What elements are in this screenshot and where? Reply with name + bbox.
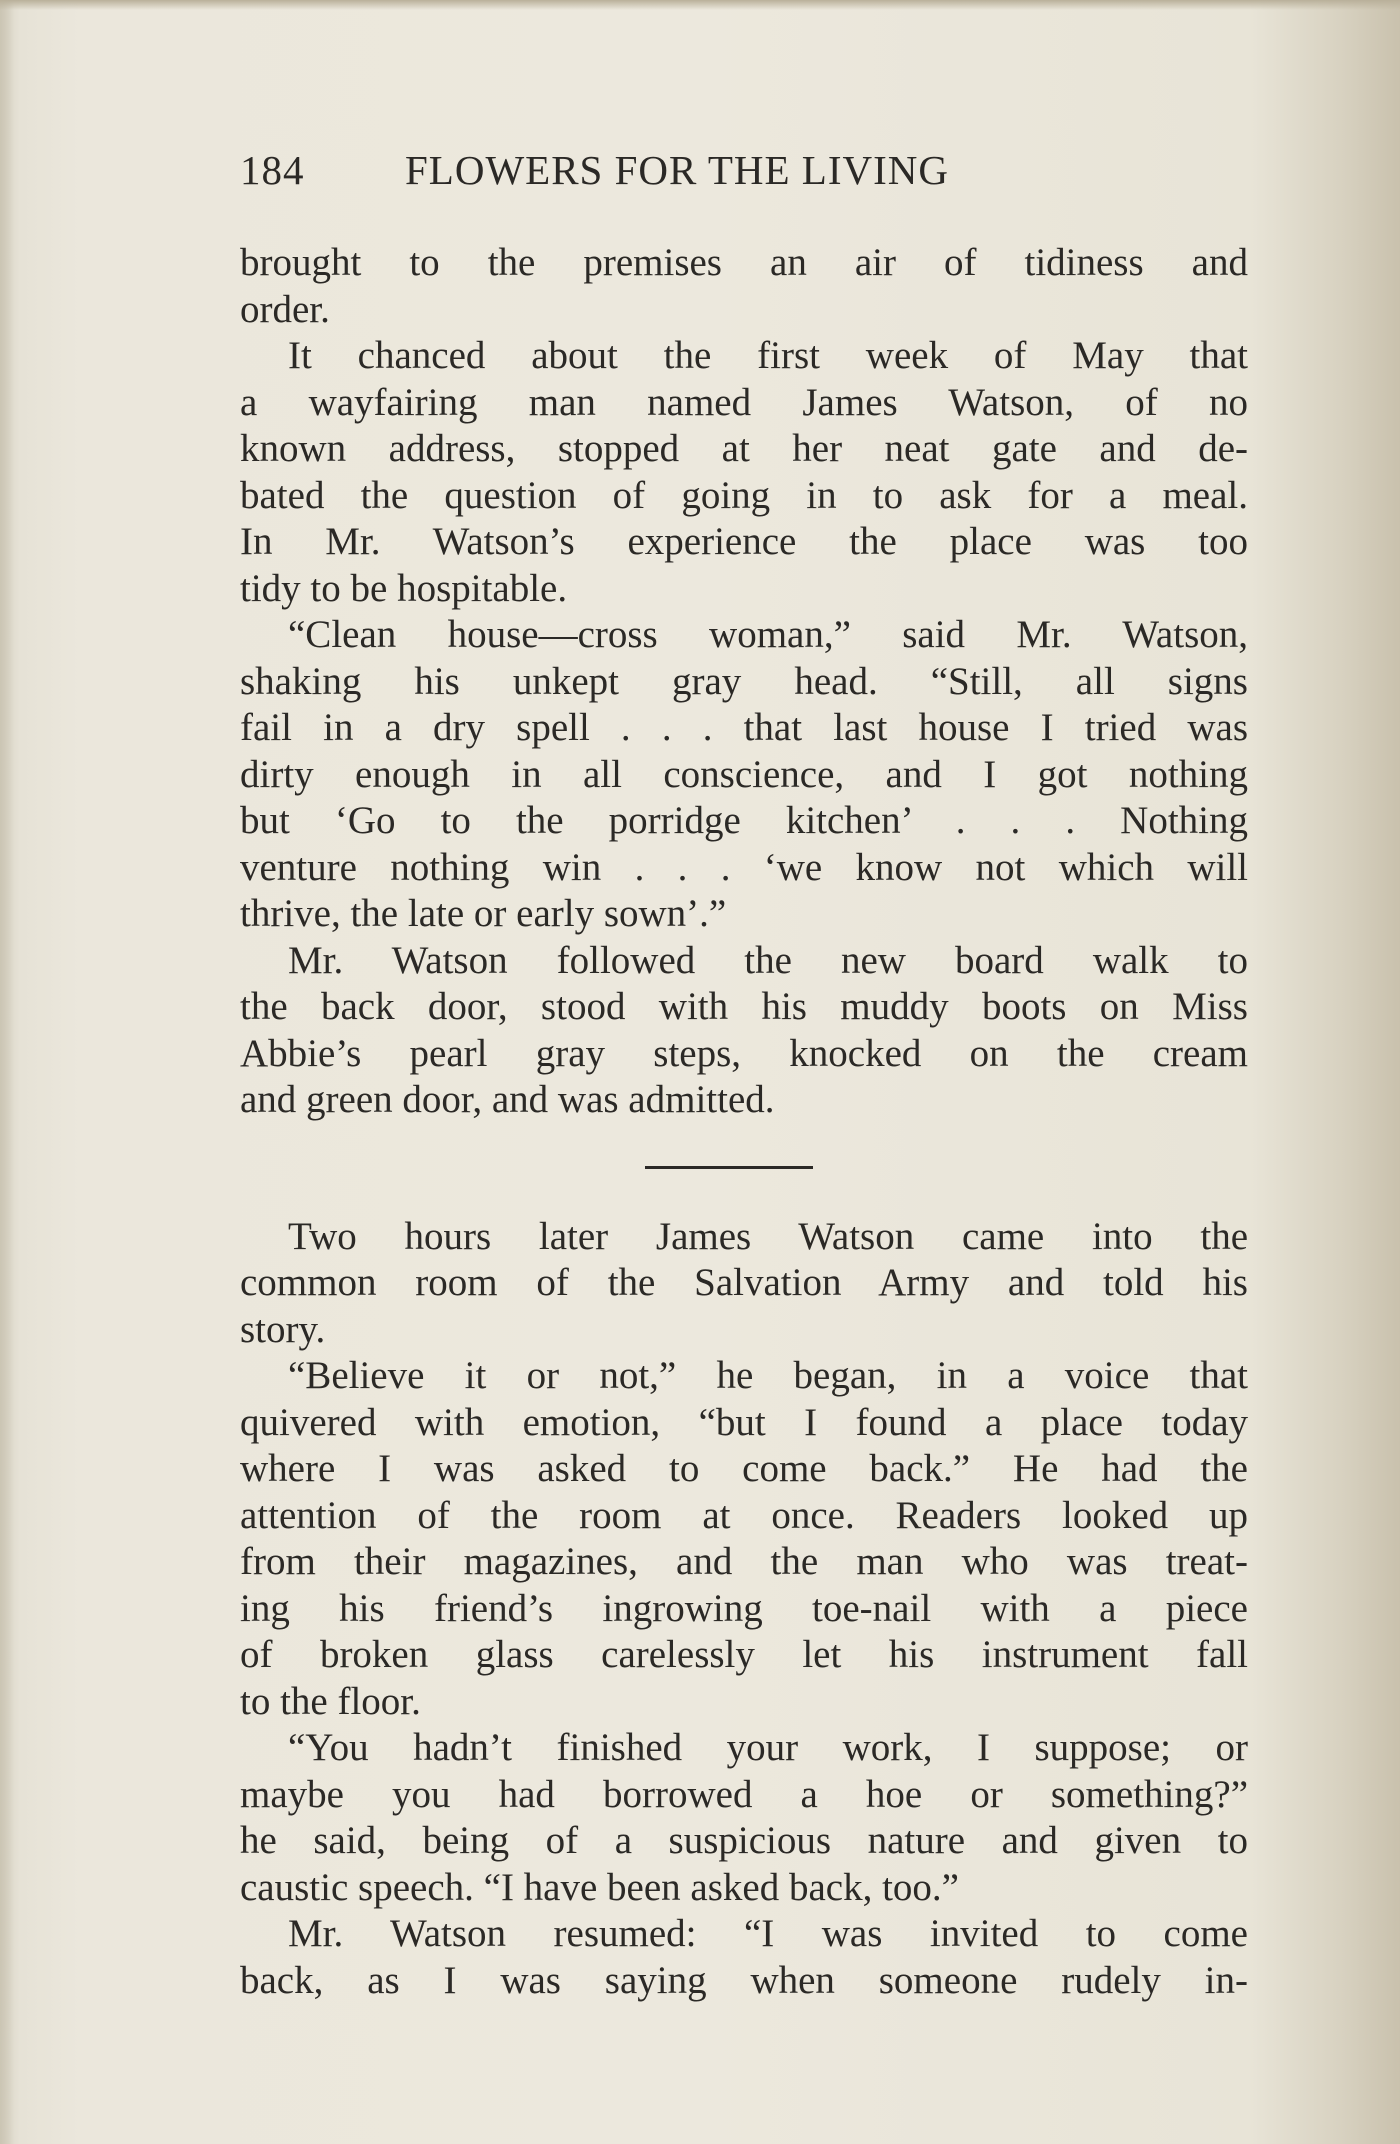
text-line: story. [240,1307,326,1351]
running-title: FLOWERS FOR THE LIVING [405,147,949,193]
text-line: shaking his unkept gray head. “Still, all signs [240,659,1248,703]
text-line: It chanced about the first week of May that [288,334,1248,377]
body-text [240,240,1248,2004]
text-line: a wayfairing man named James Watson, of no [240,380,1248,424]
text-line: and green door, and was admitted. [240,1078,775,1121]
text-line: In Mr. Watson’s experience the place was too [240,520,1248,563]
text-line: of broken glass carelessly let his instrument fall [240,1633,1248,1676]
text-line: quivered with emotion, “but I found a place today [240,1400,1248,1444]
text-line: maybe you had borrowed a hoe or something?” [240,1772,1248,1816]
text-line: back, as I was saying when someone rudely in- [240,1958,1248,2002]
text-line: from their magazines, and the man who was treat- [240,1540,1248,1583]
text-line: order. [240,287,330,331]
text-line: the back door, stood with his muddy boots on Miss [240,985,1248,1028]
text-line: “You hadn’t finished your work, I suppose; or [288,1726,1248,1769]
text-line: bated the question of going in to ask for a meal. [240,473,1248,517]
running-head [240,146,1240,194]
text-line: thrive, the late or early sown’.” [240,892,727,935]
section-divider [645,1166,813,1169]
text-line: he said, being of a suspicious nature and given to [240,1819,1248,1862]
text-line: Mr. Watson followed the new board walk to [288,938,1248,982]
text-line: but ‘Go to the porridge kitchen’ . . . Nothing [240,799,1248,842]
text-line: venture nothing win . . . ‘we know not which will [240,845,1248,889]
text-line: “Clean house—cross woman,” said Mr. Watson, [288,613,1248,656]
text-line: Mr. Watson resumed: “I was invited to come [288,1912,1248,1955]
text-line: ing his friend’s ingrowing toe-nail with a piece [240,1586,1248,1630]
text-line: to the floor. [240,1679,421,1723]
text-line: Abbie’s pearl gray steps, knocked on the cream [240,1031,1248,1075]
text-line: dirty enough in all conscience, and I got nothing [240,752,1248,796]
text-line: Two hours later James Watson came into the [288,1214,1248,1258]
text-line: “Believe it or not,” he began, in a voice that [288,1354,1248,1397]
text-line: where I was asked to come back.” He had the [240,1447,1248,1490]
text-line: brought to the premises an air of tidiness and [240,241,1248,284]
text-line: tidy to be hospitable. [240,566,568,610]
text-line: common room of the Salvation Army and told his [240,1261,1248,1304]
text-line: attention of the room at once. Readers looked up [240,1493,1248,1537]
text-line: known address, stopped at her neat gate and de- [240,427,1248,470]
page-number: 184 [240,147,305,193]
text-line: fail in a dry spell . . . that last house I tried was [240,706,1248,749]
text-line: caustic speech. “I have been asked back, too.” [240,1865,959,1909]
